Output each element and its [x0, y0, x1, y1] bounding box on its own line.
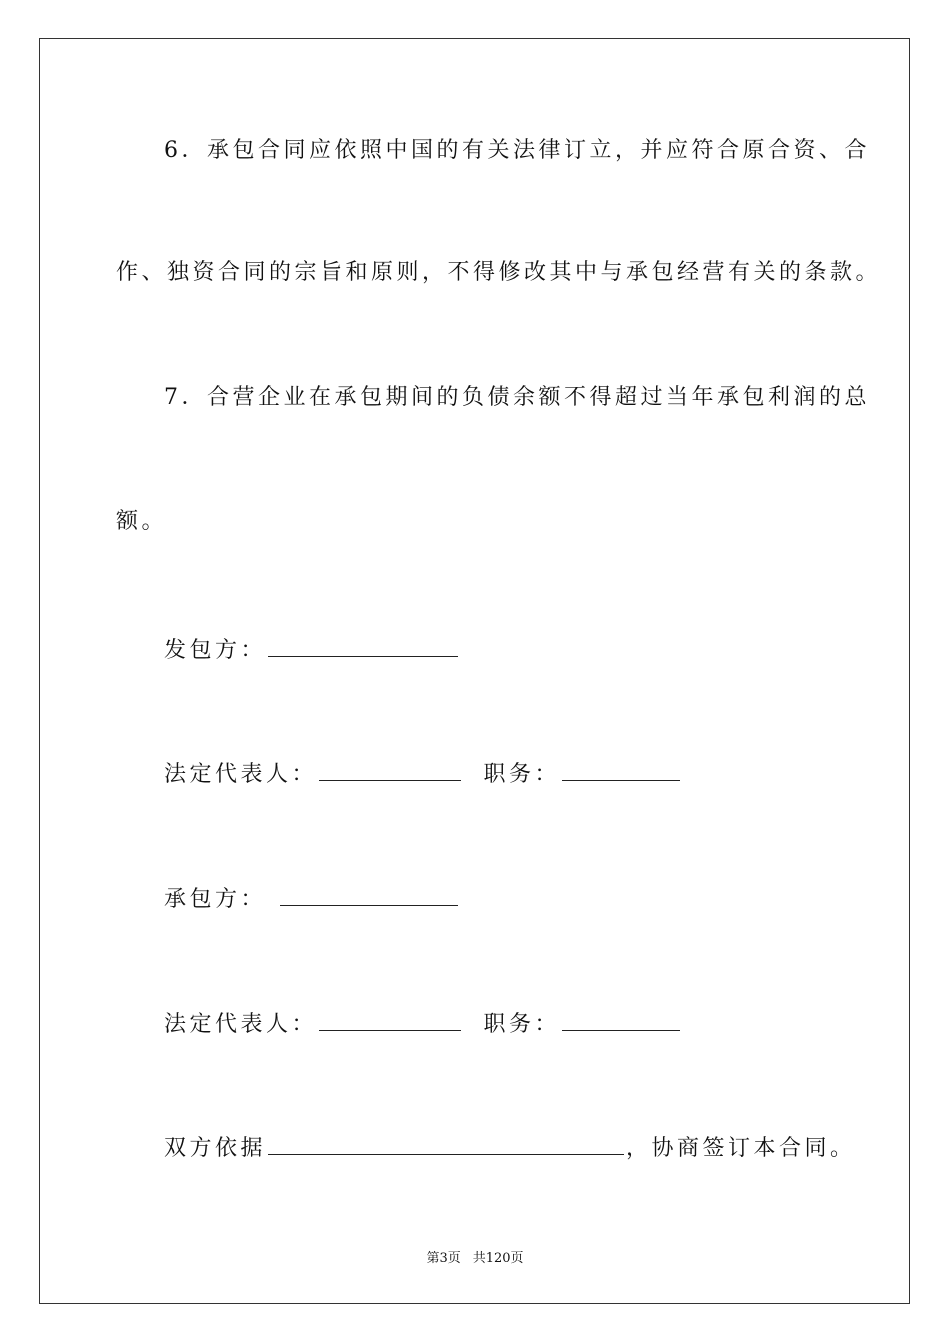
rep2-label: 法定代表人：: [164, 1012, 318, 1037]
title2-blank[interactable]: [562, 1008, 680, 1031]
page-border: [39, 38, 910, 1304]
rep2-row: [164, 1008, 682, 1040]
contractor-label: 承包方：: [164, 887, 267, 912]
issuer-row: [164, 634, 460, 666]
paragraph-7-line-1: 7．合营企业在承包期间的负债余额不得超过当年承包利润的总: [164, 385, 870, 410]
issuer-blank[interactable]: [268, 634, 458, 657]
page-footer: [0, 1247, 950, 1266]
page-current: 第3页: [426, 1251, 461, 1266]
title1-blank[interactable]: [562, 758, 680, 781]
title2-label: 职务：: [483, 1012, 561, 1037]
contractor-row: [164, 883, 460, 915]
title1-label: 职务：: [483, 762, 561, 787]
basis-row: [164, 1132, 856, 1164]
basis-prefix: 双方依据: [164, 1136, 267, 1161]
paragraph-6-line-2: 作、独资合同的宗旨和原则，不得修改其中与承包经营有关的条款。: [116, 260, 882, 285]
paragraph-6-line-1: 6．承包合同应依照中国的有关法律订立，并应符合原合资、合: [164, 138, 870, 163]
issuer-label: 发包方：: [164, 638, 267, 663]
basis-suffix: ，协商签订本合同。: [626, 1136, 856, 1161]
rep1-blank[interactable]: [319, 758, 461, 781]
paragraph-7-line-2: 额。: [116, 509, 168, 534]
rep1-row: [164, 758, 682, 790]
rep1-label: 法定代表人：: [164, 762, 318, 787]
basis-blank[interactable]: [268, 1132, 624, 1155]
page-total: 共120页: [472, 1251, 524, 1266]
contractor-blank[interactable]: [280, 883, 458, 906]
rep2-blank[interactable]: [319, 1008, 461, 1031]
